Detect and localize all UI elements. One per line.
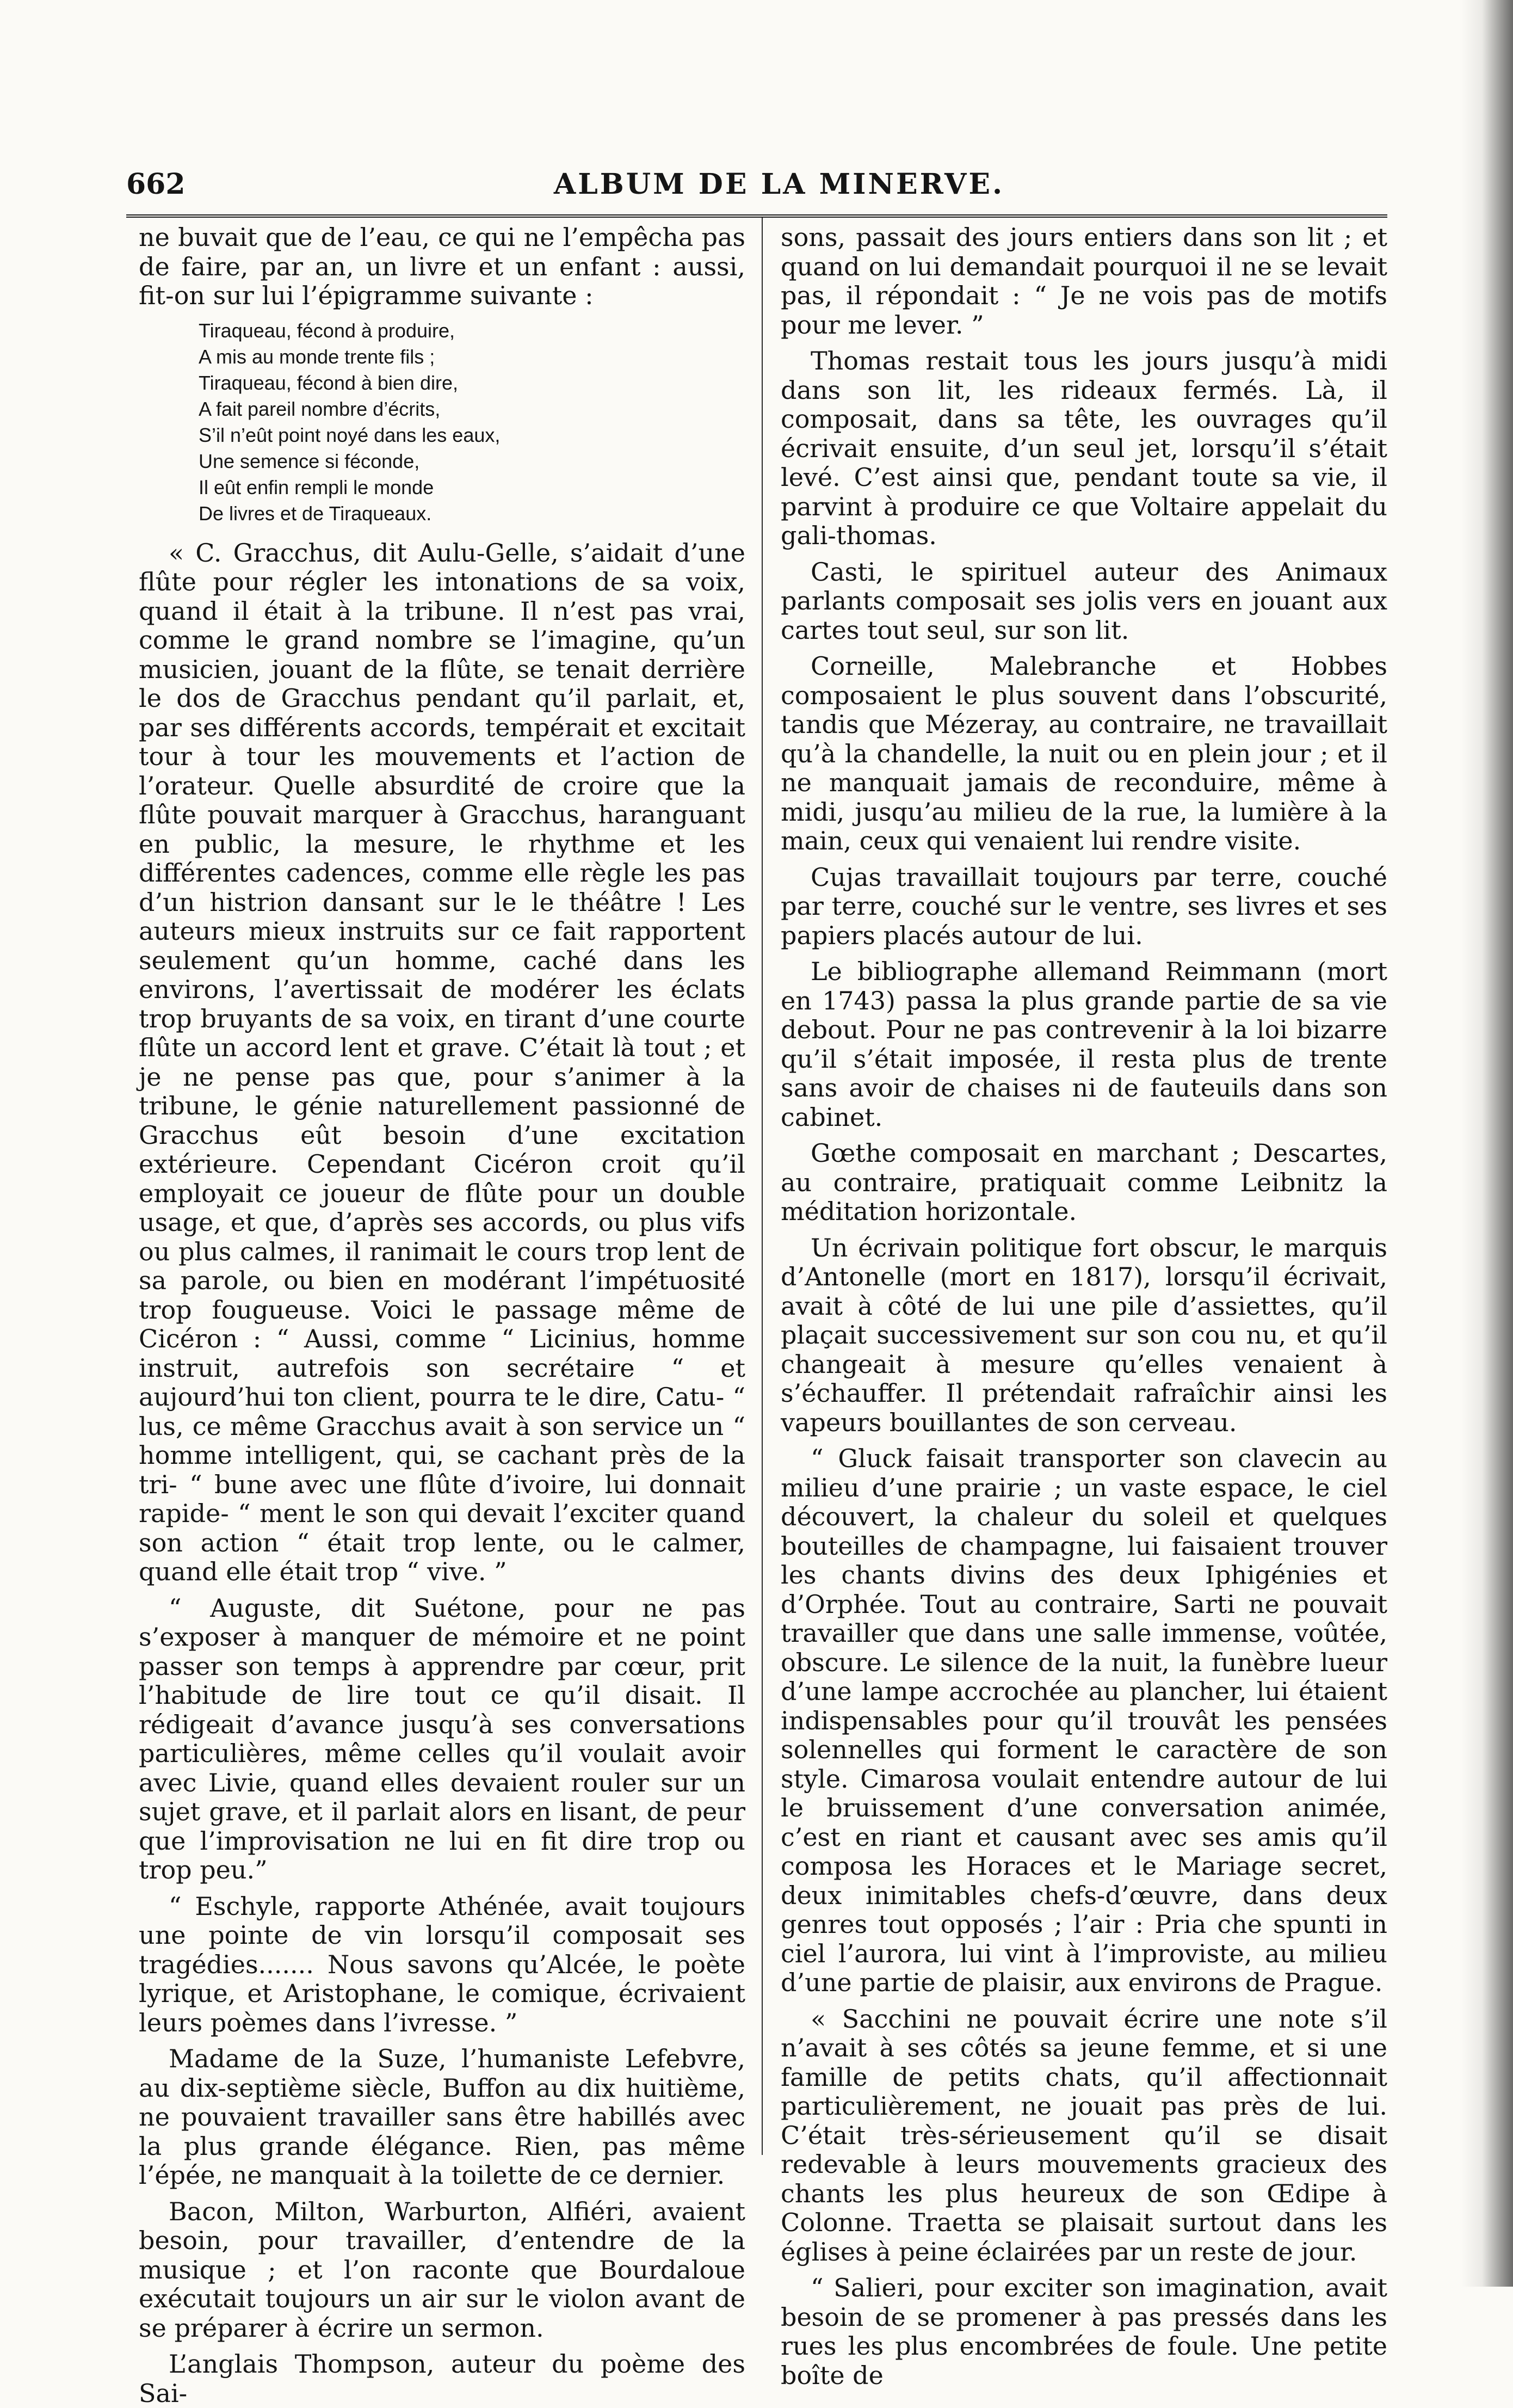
right-column: [781, 223, 1387, 2390]
paragraph: “ Salieri, pour exciter son imagination, avait besoin de se promener à pas pressés dans les rues les plus encombrées de foule. Une petite boîte de: [781, 2273, 1387, 2390]
page-number: 662: [126, 168, 186, 201]
verse-line: Une semence si féconde,: [199, 449, 420, 472]
verse-line: Tiraqueau, fécond à bien dire,: [199, 371, 458, 394]
column-divider: [762, 218, 763, 2155]
verse-line: Il eût enfin rempli le monde: [199, 476, 434, 498]
paragraph: Corneille, Malebranche et Hobbes composaient le plus souvent dans l’obscurité, tandis que Mézeray, au contraire, ne travaillait qu’à la chandelle, la nuit ou en plein jour ; et il ne manquait jamais de reconduire, même à midi, jusqu’au milieu de la rue, la lumière à la main, ceux qui venaient lui rendre visite.: [781, 651, 1387, 855]
paragraph: “ Eschyle, rapporte Athénée, avait toujours une pointe de vin lorsqu’il composait ses tragédies....... Nous savons qu’Alcée, le poète lyrique, et Aristophane, le comique, écrivaient leurs poèmes dans l’ivresse. ”: [139, 1891, 745, 2037]
paragraph: ne buvait que de l’eau, ce qui ne l’empêcha pas de faire, par an, un livre et un enfant : aussi, fit-on sur lui l’épigramme suivante :: [139, 223, 745, 310]
running-title: ALBUM DE LA MINERVE.: [553, 168, 1005, 201]
paragraph: « C. Gracchus, dit Aulu-Gelle, s’aidait d’une flûte pour régler les intonations de sa voix, quand il était à la tribune. Il n’est pas vrai, comme le grand nombre se l’imagine, qu’un musicien, jouant de la flûte, se tenait derrière le dos de Gracchus pendant qu’il parlait, et, par ses différents accords, tempérait et excitait tour à tour les mouvements et l’action de l’orateur. Quelle absurdité de croire que la flûte pouvait marquer à Gracchus, haranguant en public, la mesure, le rhythme et les différentes cadences, comme elle règle les pas d’un histrion dansant sur le le théâtre ! Les auteurs mieux instruits sur ce fait rapportent seulement qu’un homme, caché dans les environs, l’avertissait de modérer les éclats trop bruyants de sa voix, en tirant d’une courte flûte un accord lent et grave. C’était là tout ; et je ne pense pas que, pour s’animer à la tribune, le génie naturellement passionné de Gracchus eût besoin d’une excitation extérieure. Cependant Cicéron croit qu’il employait ce joueur de flûte pour un double usage, et que, d’après ses accords, ou plus vifs ou plus calmes, il ranimait le cours trop lent de sa parole, ou bien en modérant l’impétuosité trop fougueuse. Voici le passage même de Cicéron : “ Aussi, comme “ Licinius, homme instruit, autrefois son secrétaire “ et aujourd’hui ton client, pourra te le dire, Catu- “ lus, ce même Gracchus avait à son service un “ homme intelligent, qui, se cachant près de la tri- “ bune avec une flûte d’ivoire, lui donnait rapide- “ ment le son qui devait l’exciter quand son action “ était trop lente, ou le calmer, quand elle était trop “ vive. ”: [139, 538, 745, 1586]
paragraph: Thomas restait tous les jours jusqu’à midi dans son lit, les rideaux fermés. Là, il composait, dans sa tête, les ouvrages qu’il écrivait ensuite, d’un seul jet, lorsqu’il s’était levé. C’est ainsi que, pendant toute sa vie, il parvint à produire ce que Voltaire appelait du gali-thomas.: [781, 346, 1387, 550]
paragraph: « Sacchini ne pouvait écrire une note s’il n’avait à ses côtés sa jeune femme, et si une famille de petits chats, qu’il affectionnait particulièrement, ne jouait pas près de lui. C’était très-sérieusement qu’il se disait redevable à leurs mouvements gracieux des chants les plus heureux de son Œdipe à Colonne. Traetta se plaisait surtout dans les églises à peine éclairées par un reste de jour.: [781, 2004, 1387, 2267]
header-rule: [126, 214, 1387, 218]
verse-line: S’il n’eût point noyé dans les eaux,: [199, 423, 501, 446]
paragraph: Madame de la Suze, l’humaniste Lefebvre, au dix-septième siècle, Buffon au dix huitième, ne pouvaient travailler sans être habillés avec la plus grande élégance. Rien, pas même l’épée, ne manquait à la toilette de ce dernier.: [139, 2044, 745, 2190]
page-edge-shadow: [1461, 0, 1513, 2287]
paragraph: Le bibliographe allemand Reimmann (mort en 1743) passa la plus grande partie de sa vie debout. Pour ne pas contrevenir à la loi bizarre qu’il s’était imposée, il resta plus de trente sans avoir de chaises ni de fauteuils dans son cabinet.: [781, 957, 1387, 1132]
epigram-verse: [199, 318, 745, 527]
paragraph: sons, passait des jours entiers dans son lit ; et quand on lui demandait pourquoi il ne se levait pas, il répondait : “ Je ne vois pas de motifs pour me lever. ”: [781, 223, 1387, 340]
verse-line: A fait pareil nombre d’écrits,: [199, 397, 441, 420]
verse-line: Tiraqueau, fécond à produire,: [199, 319, 455, 342]
paragraph: Bacon, Milton, Warburton, Alfiéri, avaient besoin, pour travailler, d’entendre de la musique ; et l’on raconte que Bourdaloue exécutait toujours un air sur le violon avant de se préparer à écrire un sermon.: [139, 2196, 745, 2343]
paragraph: “ Gluck faisait transporter son clavecin au milieu d’une prairie ; un vaste espace, le ciel découvert, la chaleur du soleil et quelques bouteilles de champagne, lui faisaient trouver les chants divins des deux Iphigénies et d’Orphée. Tout au contraire, Sarti ne pouvait travailler que dans une salle immense, voûtée, obscure. Le silence de la nuit, la funèbre lueur d’une lampe accrochée au plancher, lui étaient indispensables pour qu’il trouvât les pensées solennelles qui forment le caractère de son style. Cimarosa voulait entendre autour de lui le bruissement d’une conversation animée, c’est en riant et causant avec ses amis qu’il composa les Horaces et le Mariage secret, deux inimitables chefs-d’œuvre, dans deux genres tout opposés ; l’air : Pria che spunti in ciel l’aurora, lui vint à l’improviste, au milieu d’une partie de plaisir, aux environs de Prague.: [781, 1444, 1387, 1997]
verse-line: A mis au monde trente fils ;: [199, 345, 435, 368]
verse-line: De livres et de Tiraqueaux.: [199, 502, 432, 525]
left-column: [139, 223, 745, 2408]
paragraph: Gœthe composait en marchant ; Descartes, au contraire, pratiquait comme Leibnitz la méditation horizontale.: [781, 1138, 1387, 1226]
page-header: [126, 162, 1432, 222]
paragraph: L’anglais Thompson, auteur du poème des Sai-: [139, 2349, 745, 2408]
paragraph: Un écrivain politique fort obscur, le marquis d’Antonelle (mort en 1817), lorsqu’il écrivait, avait à côté de lui une pile d’assiettes, qu’il plaçait successivement sur son cou nu, et qu’il changeait à mesure qu’elles venaient à s’échauffer. Il prétendait rafraîchir ainsi les vapeurs bouillantes de son cerveau.: [781, 1233, 1387, 1437]
paragraph: Cujas travaillait toujours par terre, couché par terre, couché sur le ventre, ses livres et ses papiers placés autour de lui.: [781, 862, 1387, 950]
paragraph: “ Auguste, dit Suétone, pour ne pas s’exposer à manquer de mémoire et ne point passer son temps à apprendre par cœur, prit l’habitude de lire tout ce qu’il disait. Il rédigeait d’avance jusqu’à ses conversations particulières, même celles qu’il voulait avoir avec Livie, quand elles devaient rouler sur un sujet grave, et il parlait alors en lisant, de peur que l’improvisation ne lui en fit dire trop ou trop peu.”: [139, 1593, 745, 1884]
paragraph: Casti, le spirituel auteur des Animaux parlants composait ses jolis vers en jouant aux cartes tout seul, sur son lit.: [781, 557, 1387, 645]
